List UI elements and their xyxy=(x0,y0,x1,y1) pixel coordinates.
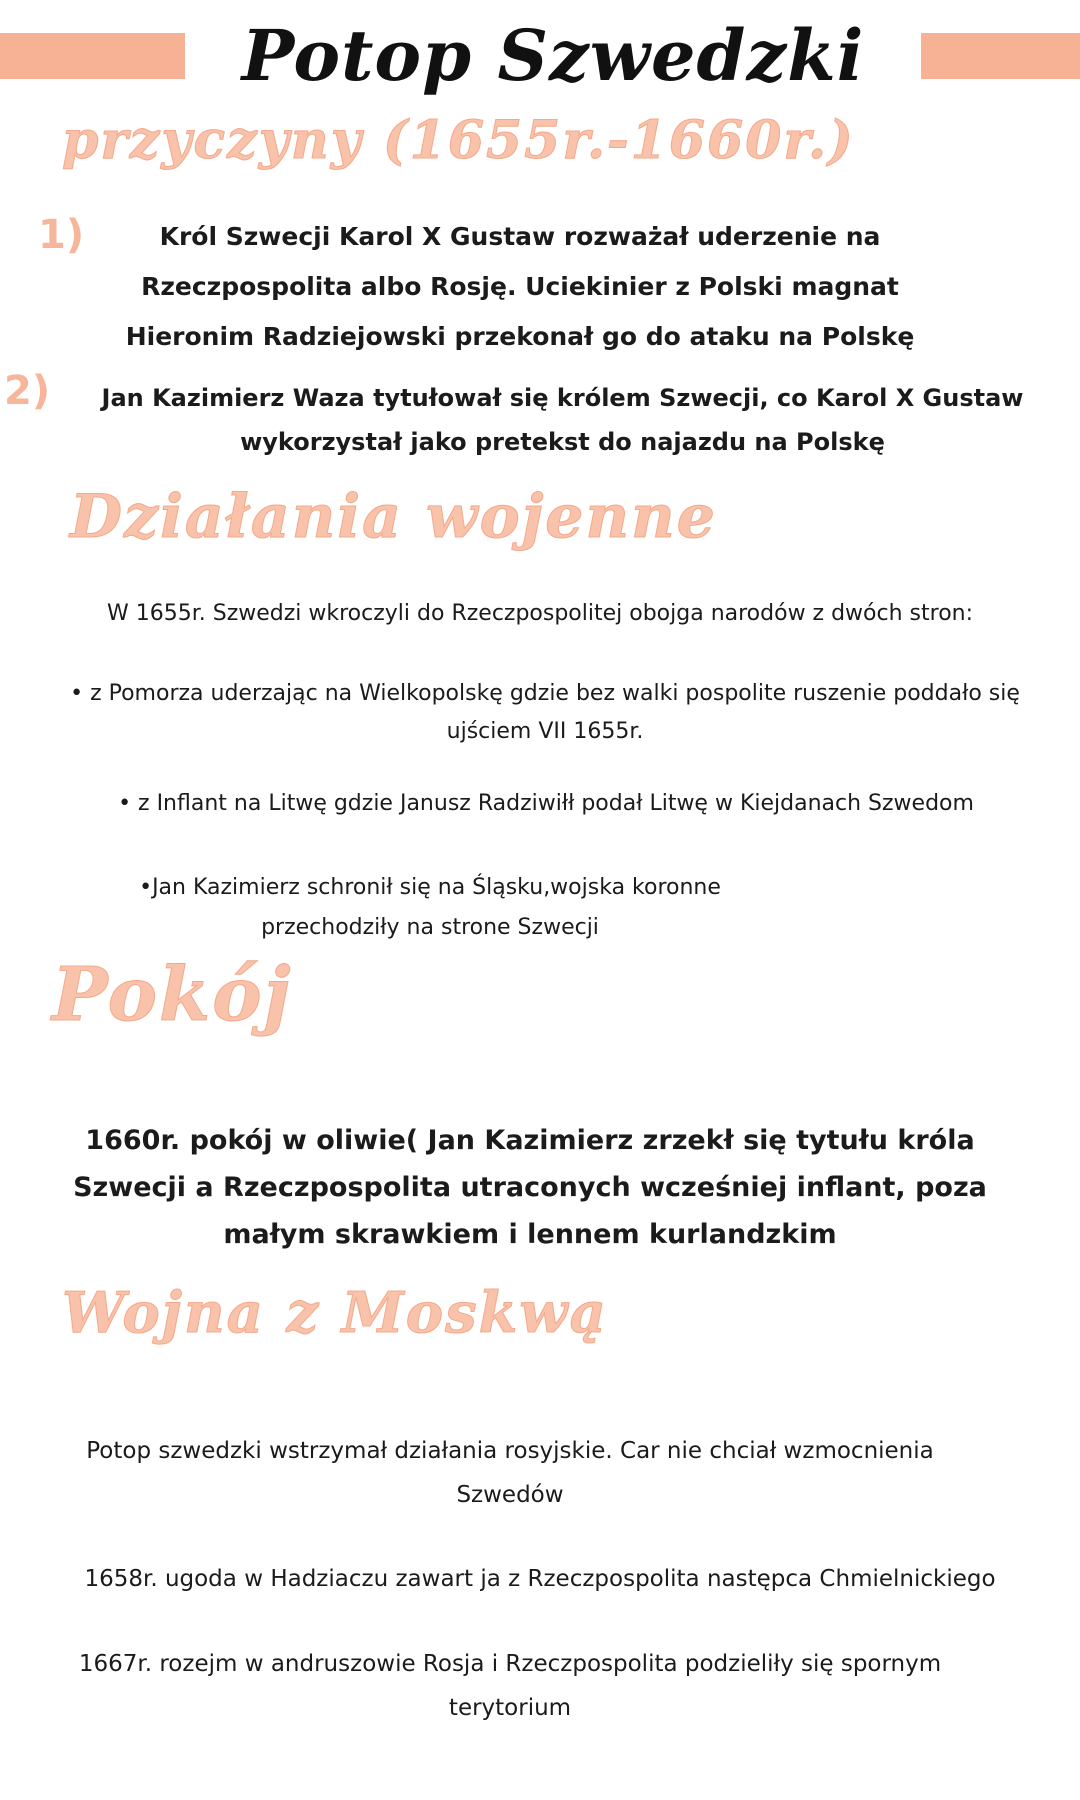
moscow-text-1: Potop szwedzki wstrzymał działania rosyjskie. Car nie chciał wzmocnienia Szwedów xyxy=(86,1438,934,1508)
section-heading-war: Działania wojenne xyxy=(70,482,717,552)
war-point-pomorze: • z Pomorza uderzając na Wielkopolskę gdzie bez walki pospolite ruszenie poddało się ujściem VII 1655r. xyxy=(70,681,1020,744)
section-heading-peace: Pokój xyxy=(52,952,293,1038)
section-heading-causes: przyczyny (1655r.-1660r.) xyxy=(62,110,855,171)
page-title: Potop Szwedzki xyxy=(241,13,865,97)
war-point-slask: •Jan Kazimierz schronił się na Śląsku,wojska koronne przechodziły na strone Szwecji xyxy=(139,875,721,940)
list-number-2: 2) xyxy=(4,368,51,414)
war-intro: W 1655r. Szwedzi wkroczyli do Rzeczpospolitej obojga narodów z dwóch stron: xyxy=(106,601,974,626)
title-decor-bar-left xyxy=(0,33,185,79)
cause-item-1: Król Szwecji Karol X Gustaw rozważał uderzenie na Rzeczpospolita albo Rosję. Uciekinier z Polski magnat Hieronim Radziejowski przekonał go do ataku na Polskę xyxy=(125,222,915,351)
list-number-1: 1) xyxy=(38,212,85,258)
cause-item-2: Jan Kazimierz Waza tytułował się królem Szwecji, co Karol X Gustaw wykorzystał jako pretekst do najazdu na Polskę xyxy=(101,384,1024,456)
title-decor-bar-right xyxy=(921,33,1080,79)
moscow-text-2: 1658r. ugoda w Hadziaczu zawart ja z Rzeczpospolita następca Chmielnickiego xyxy=(84,1566,996,1592)
war-point-inflanty: • z Inflant na Litwę gdzie Janusz Radziwiłł podał Litwę w Kiejdanach Szwedom xyxy=(118,791,974,816)
peace-text: 1660r. pokój w oliwie( Jan Kazimierz zrzekł się tytułu króla Szwecji a Rzeczpospolita utraconych wcześniej inflant, poza małym skrawkiem i lennem kurlandzkim xyxy=(73,1125,987,1250)
moscow-text-3: 1667r. rozejm w andruszowie Rosja i Rzeczpospolita podzieliły się spornym terytorium xyxy=(78,1651,942,1721)
section-heading-moscow: Wojna z Moskwą xyxy=(62,1280,608,1346)
